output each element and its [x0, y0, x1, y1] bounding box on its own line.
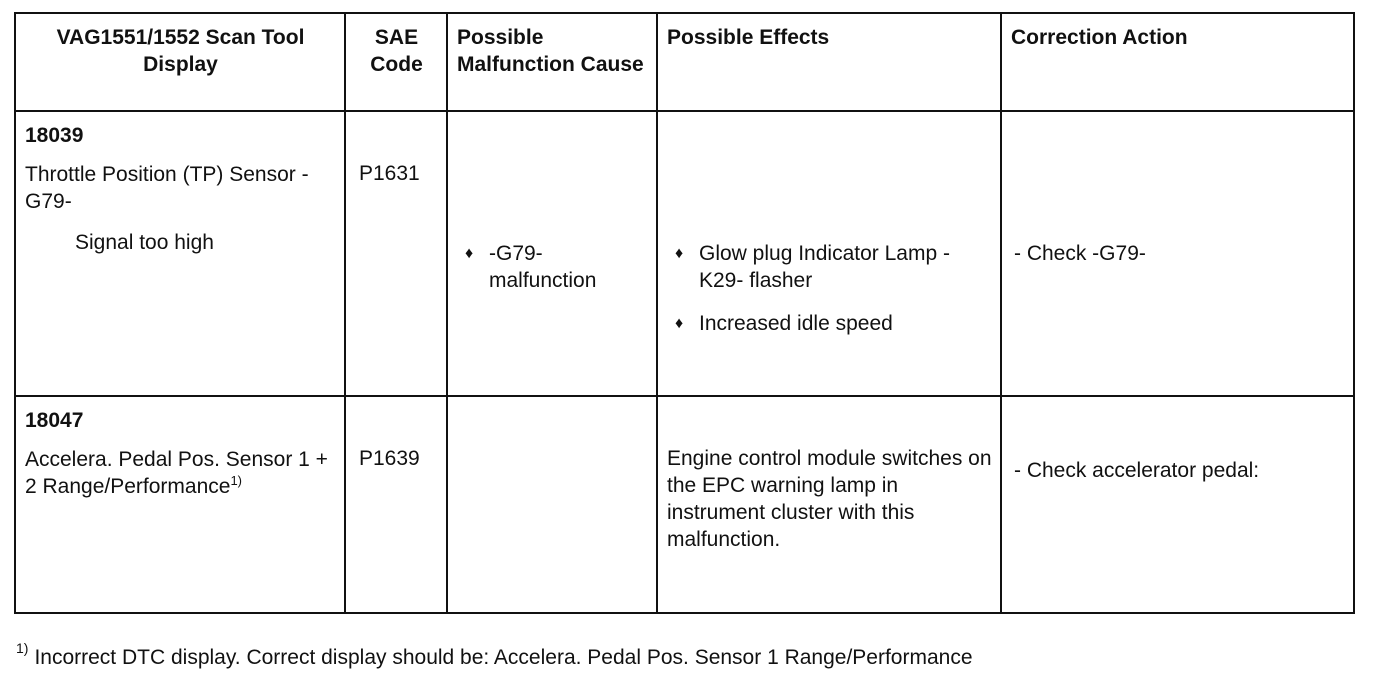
sae-cell — [345, 396, 447, 613]
cause-text: -G79- malfunction — [489, 242, 597, 292]
list-item — [457, 240, 648, 294]
diamond-bullet-icon: ♦ — [465, 245, 474, 262]
cause-cell — [447, 396, 657, 613]
effects-cell — [657, 111, 1001, 396]
action-text: - Check -G79- — [1014, 242, 1146, 265]
fault-description: Throttle Position (TP) Sensor -G79- — [25, 163, 309, 213]
display-cell — [15, 396, 345, 613]
fault-code: 18039 — [25, 124, 84, 147]
header-possible-effects: Possible Effects — [657, 13, 1001, 111]
fault-description-wrap — [25, 446, 336, 500]
effect-text: Increased idle speed — [699, 312, 893, 335]
footnote — [16, 640, 973, 670]
sae-code: P1639 — [359, 447, 420, 470]
effects-cell — [657, 396, 1001, 613]
table-row — [15, 396, 1354, 613]
table-header-row — [15, 13, 1354, 111]
footnote-ref: 1) — [230, 473, 243, 488]
header-malfunction-cause: Possible Malfunction Cause — [447, 13, 657, 111]
fault-code: 18047 — [25, 409, 84, 432]
list-item — [667, 240, 992, 294]
display-cell — [15, 111, 345, 396]
header-sae-code: SAE Code — [345, 13, 447, 111]
cause-cell — [447, 111, 657, 396]
footnote-mark: 1) — [16, 640, 29, 656]
fault-sub-description: Signal too high — [75, 231, 214, 254]
sae-code: P1631 — [359, 162, 420, 185]
sae-cell — [345, 111, 447, 396]
effect-text: Glow plug Indicator Lamp - K29- flasher — [699, 242, 950, 292]
effect-text: Engine control module switches on the EPC warning lamp in instrument cluster with this malfunction. — [667, 447, 992, 551]
action-cell — [1001, 111, 1354, 396]
fault-description: Accelera. Pedal Pos. Sensor 1 + 2 Range/Performance — [25, 448, 328, 498]
action-text: - Check accelerator pedal: — [1014, 459, 1260, 482]
action-cell — [1001, 396, 1354, 613]
header-correction-action: Correction Action — [1001, 13, 1354, 111]
header-display: VAG1551/1552 Scan Tool Display — [15, 13, 345, 111]
table-row — [15, 111, 1354, 396]
dtc-table — [14, 12, 1355, 614]
list-item — [667, 310, 992, 337]
footnote-text: Incorrect DTC display. Correct display should be: Accelera. Pedal Pos. Sensor 1 Range/Performance — [34, 646, 973, 669]
diamond-bullet-icon: ♦ — [675, 245, 684, 262]
diamond-bullet-icon: ♦ — [675, 315, 684, 332]
